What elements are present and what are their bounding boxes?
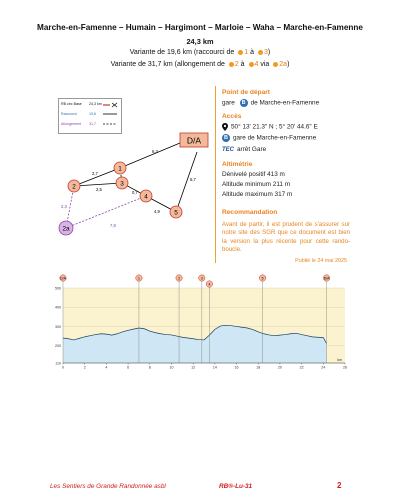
bus-icon: B <box>240 99 248 107</box>
variant1-end: ) <box>267 49 271 56</box>
variant1-mid: à <box>248 49 256 56</box>
dist-1-2: 2,7 <box>92 171 98 176</box>
elevation-profile-chart <box>55 268 351 375</box>
x-tick-label: 24 <box>321 365 326 370</box>
legend-extension-value: 31,7 <box>89 122 96 126</box>
variant1-from: 1 <box>244 49 249 56</box>
marker-label: 4 <box>208 282 211 287</box>
marker-label: 1 <box>137 276 140 281</box>
location-pin-icon <box>222 123 228 131</box>
x-tick-label: 26 <box>343 365 347 370</box>
variant2-to: 4 <box>254 61 259 68</box>
legend-shortcut-label: Raccourci <box>61 112 77 116</box>
legend-extension-label: Allongement <box>61 122 81 126</box>
node-4-label: 4 <box>144 193 148 201</box>
variant2-node: 2a <box>279 61 288 68</box>
variant1-to: 3 <box>263 49 268 56</box>
dist-da-1: 6,3 <box>152 149 158 154</box>
route-distance: 24,3 km <box>186 37 214 46</box>
x-tick-label: 18 <box>256 365 261 370</box>
variant-shortcut <box>0 49 400 56</box>
node-5-label: 5 <box>174 209 178 217</box>
legend-row-extension <box>61 122 81 126</box>
x-tick-label: 0 <box>62 365 64 370</box>
bus-access-line <box>222 134 316 142</box>
node-2a-label: 2a <box>62 225 70 233</box>
legend-row-shortcut <box>61 112 77 116</box>
dist-4-5: 4,9 <box>154 209 160 214</box>
dist-5-da: 5,7 <box>190 177 196 182</box>
segment-2a-4 <box>66 193 148 228</box>
y-tick-label: 200 <box>55 344 61 349</box>
legend-shortcut-value: 19,6 <box>89 112 96 116</box>
depart-heading: Point de départ <box>222 89 270 96</box>
published-date: Publié le 24 mai 2025 <box>295 258 347 264</box>
footer-organization: Les Sentiers de Grande Randonnée asbl <box>50 483 166 490</box>
x-tick-label: 4 <box>105 365 108 370</box>
segment-5-da <box>176 152 197 212</box>
legend-row-extension-value <box>89 122 96 126</box>
y-tick-label: 300 <box>55 324 61 329</box>
marker-label: 5 <box>261 276 264 281</box>
marker-dot-icon <box>249 62 254 67</box>
legend-base-value: 24,3 km <box>89 102 102 106</box>
schema-legend <box>58 98 122 134</box>
node-1-label: 1 <box>118 165 122 173</box>
tec-logo-icon: TEC <box>222 147 234 153</box>
node-2-label: 2 <box>72 183 76 191</box>
bus-icon: B <box>222 134 230 142</box>
marker-label: D/A <box>60 276 66 281</box>
dist-2a-4: 7,8 <box>110 223 116 228</box>
legend-row-shortcut-value <box>89 112 96 116</box>
alti-heading: Altimétrie <box>222 161 253 168</box>
marker-label: D/A <box>323 276 330 281</box>
footer-route-code: RB®-Lu-31 <box>219 483 253 490</box>
coords-line <box>222 123 318 131</box>
marker-dot-icon <box>238 50 243 55</box>
node-3-label: 3 <box>120 180 124 188</box>
tec-stop: arrêt Gare <box>237 146 267 153</box>
depart-gare: gare <box>222 99 235 107</box>
legend-row-base-value <box>89 102 102 106</box>
alti-max: Altitude maximum 317 m <box>222 191 293 198</box>
dist-2-3: 2,5 <box>96 187 102 192</box>
marker-label: 3 <box>200 276 203 281</box>
acces-heading: Accès <box>222 113 242 120</box>
tec-line <box>222 146 266 153</box>
page-number: 2 <box>337 481 342 490</box>
marker-dot-icon <box>229 62 234 67</box>
x-tick-label: 8 <box>148 365 151 370</box>
segment-da-1 <box>120 143 180 168</box>
variant2-mid: à <box>238 61 247 68</box>
dist-3-4: 0,7 <box>132 190 138 195</box>
variant2-end: ) <box>287 61 290 68</box>
recommendation-text: Avant de partir, il est prudent de s'assurer sur notre site des SGR que ce document est bien la version la plus récente pour cette rando-boucle. <box>222 221 350 253</box>
variant2-text: Variante de 31,7 km (allongement de <box>110 61 227 68</box>
x-tick-label: 20 <box>277 365 282 370</box>
variant1-text: Variante de 19,6 km (raccourci de <box>129 49 237 56</box>
variant-extension <box>0 61 400 68</box>
x-tick-label: 14 <box>212 365 217 370</box>
node-da-label: D/A <box>186 135 202 146</box>
x-tick-label: 22 <box>299 365 304 370</box>
coordinates: 50° 13' 21.3" N ; 5° 20' 44.6" E <box>231 123 318 131</box>
x-tick-label: 16 <box>234 365 239 370</box>
y-tick-label: 400 <box>55 305 61 310</box>
dist-2-2a: 2,3 <box>61 204 67 209</box>
route-title: Marche-en-Famenne – Humain – Hargimont – Marloie – Waha – Marche-en-Famenne <box>37 23 363 32</box>
info-panel <box>215 86 350 263</box>
marker-dot-icon <box>258 50 263 55</box>
variant2-via: via <box>258 61 272 68</box>
y-tick-label: 110 <box>55 361 61 366</box>
legend-line-swatches <box>103 101 119 129</box>
depart-line <box>222 99 319 107</box>
depart-station: de Marche-en-Famenne <box>250 99 320 107</box>
legend-row-base <box>61 102 82 106</box>
bus-station: gare de Marche-en-Famenne <box>233 134 317 142</box>
legend-base-label: RB circ Base <box>61 102 82 106</box>
variant2-from: 2 <box>234 61 239 68</box>
x-tick-label: 10 <box>169 365 174 370</box>
y-tick-label: 500 <box>55 286 61 291</box>
x-tick-label: 2 <box>83 365 86 370</box>
recommendation-heading: Recommandation <box>222 209 278 216</box>
marker-dot-icon <box>273 62 278 67</box>
marker-label: 2 <box>178 276 180 281</box>
alti-min: Altitude minimum 211 m <box>222 181 291 188</box>
x-tick-label: 12 <box>191 365 196 370</box>
x-unit-label: km <box>337 358 342 362</box>
alti-gain: Dénivelé positif 413 m <box>222 171 285 178</box>
x-tick-label: 6 <box>127 365 130 370</box>
